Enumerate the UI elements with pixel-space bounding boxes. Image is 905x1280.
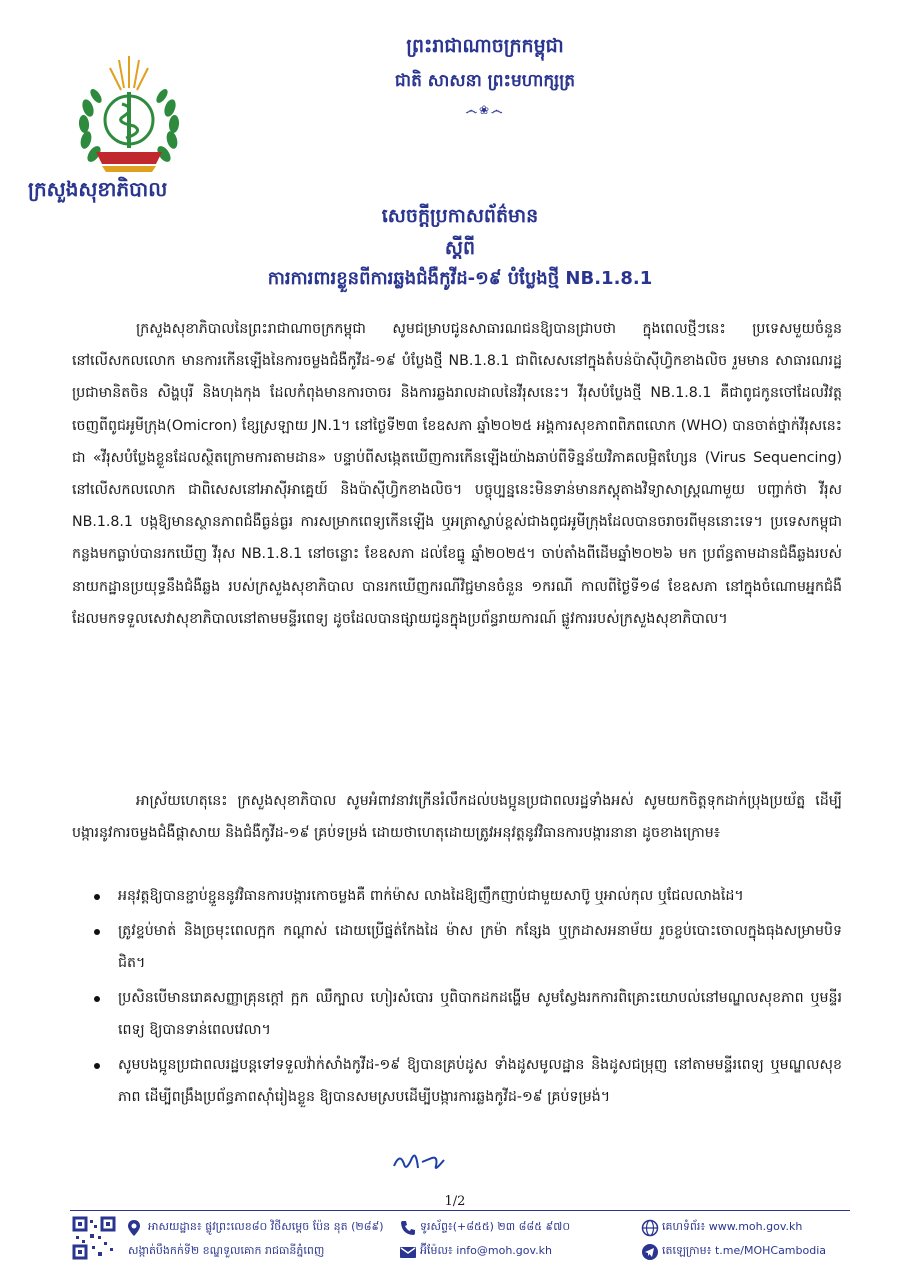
logo-ribbon	[96, 152, 162, 164]
list-item	[72, 915, 842, 979]
globe-icon	[640, 1218, 660, 1238]
logo-rays	[110, 56, 148, 90]
bullet-icon	[94, 996, 100, 1002]
location-icon	[124, 1218, 144, 1238]
list-item-text: ប្រសិនបើមានរោគសញ្ញាគ្រុនក្តៅ ក្អក ឈឺក្បាល ហៀរសំបោរ ឬពិបាកដកដង្ហើម សូមស្វែងរកការពិគ្រោះយោបល់នៅមណ្ឌលសុខភាព ឬមន្ទីរពេទ្យ ឱ្យបានទាន់ពេលវេលា។	[118, 990, 842, 1038]
ornament-divider: ෴❀෴	[465, 103, 505, 117]
email-icon	[398, 1242, 418, 1262]
paragraph-appeal: អាស្រ័យហេតុនេះ ក្រសួងសុខាភិបាល សូមអំពាវនាវក្រើនរំលឹកដល់បងប្អូនប្រជាពលរដ្ឋទាំងអស់ សូមយកចិត្តទុកដាក់ប្រុងប្រយ័ត្ន ដើម្បីបង្ការនូវការចម្លងជំងឺផ្តាសាយ និងជំងឺកូវីដ-១៩ គ្រប់ទម្រង់ ដោយថាហេតុដោយត្រូវអនុវត្តនូវវិធានការបង្ការនានា ដូចខាងក្រោម៖	[72, 793, 842, 842]
list-item	[72, 982, 842, 1046]
footer-email[interactable]: អ៊ីម៉ែល៖ info@moh.gov.kh	[420, 1244, 553, 1257]
document-subtitle-about: ស្តីពី	[444, 237, 476, 259]
bullet-icon	[94, 1063, 100, 1069]
list-item-text: សូមបងប្អូនប្រជាពលរដ្ឋបន្តទៅទទួលវ៉ាក់សាំងកូវីដ-១៩ ឱ្យបានគ្រប់ដូស ទាំងដូសមូលដ្ឋាន និងដូសជម្រុញ នៅតាមមន្ទីរពេទ្យ ឬមណ្ឌលសុខភាព ដើម្បីពង្រឹងប្រព័ន្ធភាពស៊ាំរៀងខ្លួន ឱ្យបានសមស្របដើម្បីបង្ការការឆ្លងកូវីដ-១៩ គ្រប់ទម្រង់។	[118, 1057, 842, 1105]
footer-phone: ទូរស័ព្ទ៖(+៨៥៥) ២៣ ៨៨៥ ៩៧០	[420, 1220, 571, 1233]
handwritten-initials	[392, 1148, 450, 1176]
prevention-measures-list	[72, 880, 842, 1116]
page-number: 1/2	[444, 1194, 466, 1209]
footer-address-line1: អាសយដ្ឋាន៖ ផ្លូវព្រះលេខ៨០ វិថីសម្តេច ប៉ែន នុត (២៨៩)	[148, 1220, 384, 1233]
ministry-logo	[74, 48, 184, 176]
document-title: សេចក្តីប្រកាសព័ត៌មាន	[381, 205, 539, 227]
qr-code-icon	[72, 1216, 116, 1260]
list-item	[72, 1049, 842, 1113]
footer-telegram[interactable]: តេឡេក្រាម៖ t.me/MOHCambodia	[662, 1244, 827, 1257]
telegram-icon	[640, 1242, 660, 1262]
list-item	[72, 880, 842, 912]
list-item-text: ត្រូវខ្ទប់មាត់ និងច្រមុះពេលក្អក កណ្តាស់ ដោយប្រើផ្នត់កែងដៃ ម៉ាស ក្រម៉ា កន្សែង ឬក្រដាសអនាម័យ រួចខ្ចប់បោះចោលក្នុងធុងសម្រាមបិទជិត។	[118, 923, 842, 971]
list-item-text: អនុវត្តឱ្យបានខ្ជាប់ខ្ជួននូវវិធានការបង្ការកោចម្លងគឺ ពាក់ម៉ាស លាងដៃឱ្យញឹកញាប់ជាមួយសាប៊ូ ឬអាល់កុល ឬជែលលាងដៃ។	[118, 888, 744, 904]
phone-icon	[398, 1218, 418, 1238]
logo-base	[102, 166, 156, 172]
paragraph-situation: ក្រសួងសុខាភិបាលនៃព្រះរាជាណាចក្រកម្ពុជា សូមជម្រាបជូនសាធារណជនឱ្យបានជ្រាបថា ក្នុងពេលថ្មីៗនេះ ប្រទេសមួយចំនួននៅលើសកលលោក មានការកើនឡើងនៃការចម្លងជំងឺកូវីដ-១៩ បំប្លែងថ្មី NB.1.8.1 ជាពិសេសនៅក្នុងតំបន់ប៉ាស៊ីហ្វិកខាងលិច រួមមាន សាធារណរដ្ឋប្រជាមានិតចិន សិង្ហបុរី និងហុងកុង ដែលកំពុងមានការចាចរ និងការឆ្លងរាលដាលនៃវីរុសនេះ។ វីរុសបំប្លែងថ្មី NB.1.8.1 គឺជាពូជកូនចៅដែលវិវត្តចេញពីពូជអូមីក្រុង(Omicron) ខ្សែស្រឡាយ JN.1។ នៅថ្ងៃទី២៣ ខែឧសភា ឆ្នាំ២០២៥ អង្គការសុខភាពពិភពលោក (WHO) បានចាត់ថ្នាក់វីរុសនេះជា «វីរុសបំប្លែងខ្លួនដែលស្ថិតក្រោមការតាមដាន» បន្ទាប់ពីសង្កេតឃើញការកើនឡើងយ៉ាងឆាប់ពីទិន្នន័យវិភាគលម្អិតហ្សែន (Virus Sequencing) នៅលើសកលលោក ជាពិសេសនៅអាស៊ីអាគ្នេយ៍ និងប៉ាស៊ីហ្វិកខាងលិច។ បច្ចុប្បន្ននេះមិនទាន់មានភស្តុតាងវិទ្យាសាស្ត្រណាមួយ បញ្ជាក់ថា វីរុស NB.1.8.1 បង្កឱ្យមានស្ថានភាពជំងឺធ្ងន់ធ្ងរ ការសម្រាកពេទ្យកើនឡើង ឬអត្រាស្លាប់ខ្ពស់ជាងពូជអូមីក្រុងដែលបានចរាចរពីមុននោះទេ។ ប្រទេសកម្ពុជា កន្លងមកធ្លាប់បានរកឃើញ វីរុស NB.1.8.1 នៅចន្លោះ ខែឧសភា ដល់ខែធ្នូ ឆ្នាំ២០២៥។ ចាប់តាំងពីដើមឆ្នាំ២០២៦ មក ប្រព័ន្ធតាមដានជំងឺឆ្លងរបស់នាយកដ្ឋានប្រយុទ្ធនឹងជំងឺឆ្លង របស់ក្រសួងសុខាភិបាល បានរកឃើញករណីវិជ្ជមានចំនួន ១ករណី កាលពីថ្ងៃទី១៨ ខែឧសភា នៅក្នុងចំណោមអ្នកជំងឺដែលមកទទួលសេវាសុខាភិបាលនៅតាមមន្ទីរពេទ្យ ដូចដែលបានផ្សាយជូនក្នុងប្រព័ន្ធរាយការណ៍ ផ្លូវការរបស់ក្រសួងសុខាភិបាល។	[72, 321, 842, 627]
bullet-icon	[94, 929, 100, 935]
footer-address-line2: សង្កាត់បឹងកក់ទី២ ខណ្ឌទួលគោក រាជធានីភ្នំពេញ	[128, 1244, 325, 1257]
kingdom-title: ព្រះរាជាណាចក្រកម្ពុជា	[406, 35, 564, 57]
footer-divider	[70, 1210, 850, 1211]
ministry-name: ក្រសួងសុខាភិបាល	[28, 177, 168, 201]
bullet-icon	[94, 894, 100, 900]
national-motto: ជាតិ សាសនា ព្រះមហាក្សត្រ	[394, 71, 576, 91]
footer-website[interactable]: គេហទំព័រ៖ www.moh.gov.kh	[662, 1220, 803, 1233]
document-subject: ការការពារខ្លួនពីការឆ្លងជំងឺកូវីដ-១៩ បំប្លែងថ្មី NB.1.8.1	[267, 268, 653, 289]
